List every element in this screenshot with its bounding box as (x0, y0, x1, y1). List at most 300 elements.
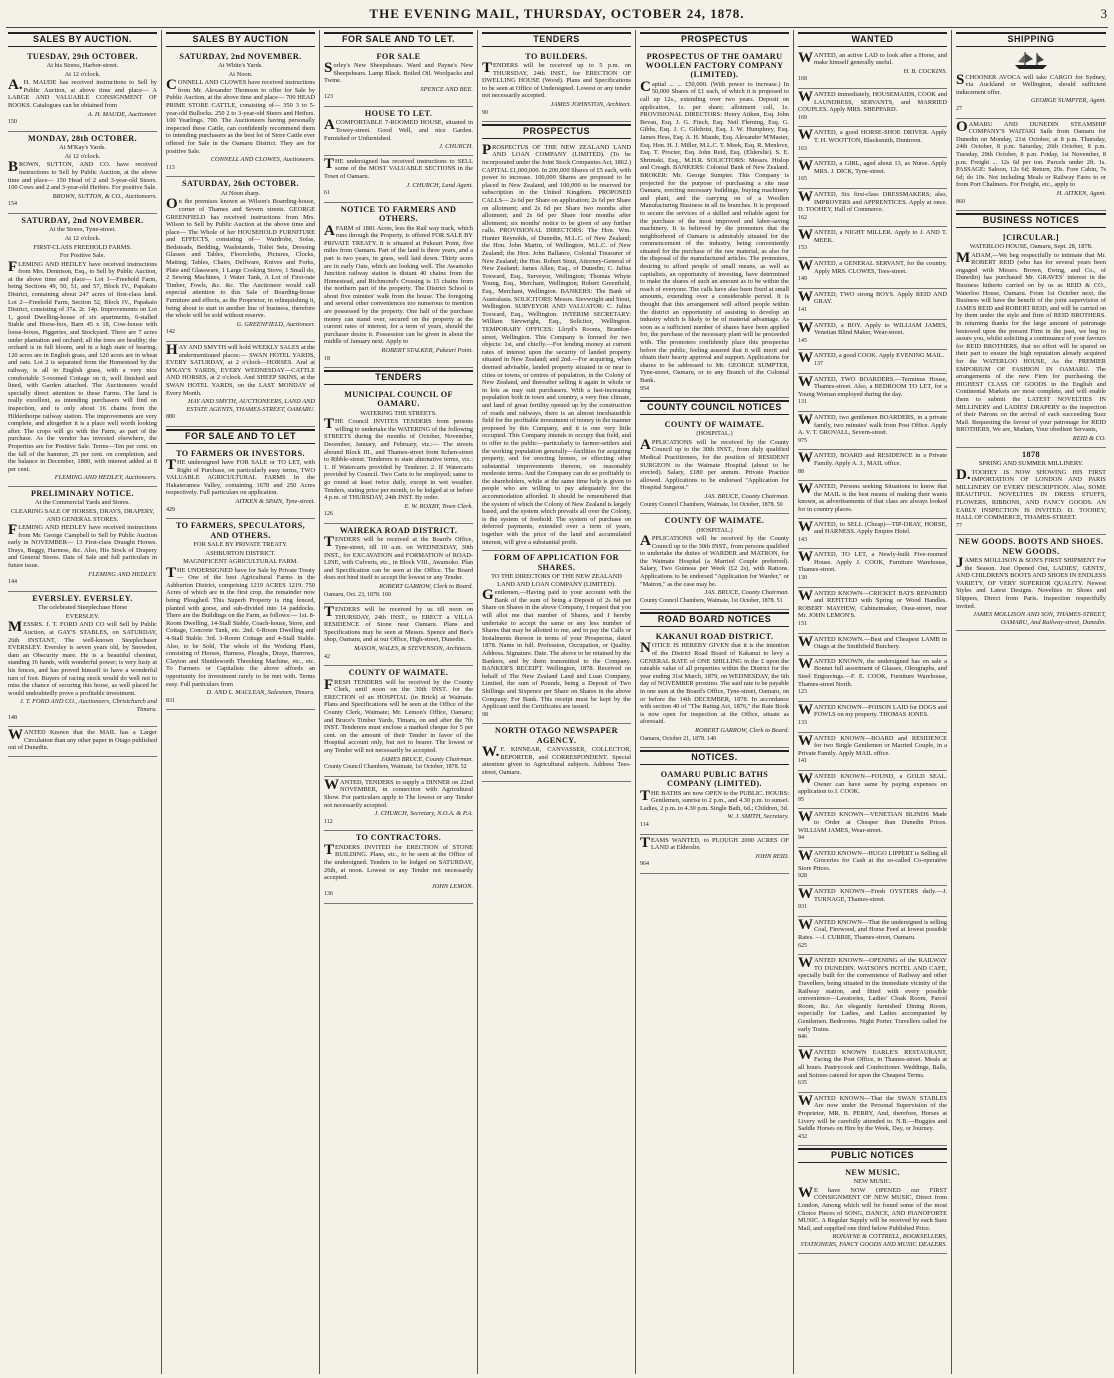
ad-body: APPLICATIONS will be received by the County Council up to the 30th INST., from duly qualified Medical Practitioners, for the position of RESIDENT SURGEON to the Waimate Hospital (about to be erected). Salary, £180 per annum. Private Practice allowed. Applications to be endorsed "Application for Hospital Surgeon." (640, 436, 789, 492)
sailing-ship-icon (1011, 50, 1051, 70)
advertisement (798, 350, 947, 373)
ad-heading-line: The celebrated Steeplechase Horse (37, 604, 128, 612)
column-6 (794, 30, 952, 1374)
column-3 (320, 30, 478, 1374)
ad-body: WANTED KNOWN—POISON LAID for DOGS and FOWLS on my property. THOMAS JONES. (798, 701, 947, 719)
column-7 (952, 30, 1110, 1374)
ad-heading-line: For Positive Sale. (59, 252, 106, 260)
ad-signature: SPENCE AND BEE. (420, 85, 473, 93)
ad-reference-number: 123 (798, 689, 807, 696)
ad-body: OAMARU AND DUNEDIN STEAMSHIP COMPANY'S WAITAKI Sails from Oamaru for Dunedin on Monday, 21st October, at 8 p.m. Thursday, 24th October, 8 p.m. Saturday, 26th October, 8 p.m. Tuesday, 29th October, 8 p.m. Friday, 1st November, 8 p.m. Freight ... 12s 6d per ton. Parcels under 2ft. 1s. PASSAGE: Saloon, 12s 6d; Return, 20s. Fore Cabin, 7s 6d; do 10s. Not including Meals or Railway Fares to or from Port Chalmers. For Freight, etc., apply to (956, 118, 1106, 189)
advertisement (798, 320, 947, 351)
ad-heading-line: At Noon. (228, 70, 253, 78)
ad-heading-line: EVERSLEY. (65, 612, 100, 620)
advertisement (798, 258, 947, 289)
ad-reference-number: 964 (640, 861, 649, 868)
ad-reference-number: County Council Chambers, Waimate, 1st October, 1878. 50 (640, 501, 783, 508)
advertisement (956, 448, 1106, 536)
ad-body: WANTED KNOWN—FOUND, a GOLD SEAL. Owner can have same by paying expenses on application to J. COOK. (798, 770, 947, 796)
advertisement (166, 50, 315, 178)
ad-reference-number: 112 (324, 818, 333, 825)
section-header: PROSPECTUS (482, 124, 631, 139)
ad-body: THE undersigned has received instructions to SELL some of the MOST VALUABLE SECTIONS in the Town of Oamaru. (324, 155, 473, 180)
ad-signature: AITKEN & SPAIN, Tyne-street. (235, 497, 315, 505)
ad-body: WANTED KNOWN—HUGO LIPPERT is Selling all Groceries for Cash at the so-called Co-operative Store Prices. (798, 847, 947, 872)
ad-signature: FLEMING AND HEDLEY, Auctioneers. (54, 474, 157, 482)
advertisement (798, 848, 947, 886)
ad-body: Capital ... ... £50,000. (With power to increase.) In 50,000 Shares of £1 each, of which it is proposed to call up 12s., extending over two years. Deposit on application, 1s. per share; allotment call, 1s. PROVISIONAL DIRECTORS: Henry Aitken, Esq. John Bevan, Esq. J. G. Finch, Esq. Neil Fleming, Esq. G. Gibbs, Esq. J. C. Gilchrist, Esq. J. W. Humphrey, Esq. James Hess, Esq. A. H. Maude, Esq. Alexander M'Master, Esq. Hon. H. J. Miller, M.L.C. T. Meek, Esq. R. Menlove, Esq. T. Procter, Esq. John Reid, Esq. (Elderslie). S. E. Shrimski, Esq., M.H.R. SOLICITORS: Messrs. Hislop and Creagh. BANKERS: Colonial Bank of New Zealand. BROKER: Mr. George Sumpter. This Company is projected for the purpose of purchasing a site near Oamaru, erecting necessary buildings, buying machinery and plant, and the carrying on of a Woollen Manufacturing Business in all its branches. It is proposed to secure the services of a skilled and reliable agent for the purchase of the most improved and labor-saving machinery. It is believed by the promoters that the neighborhood of Oamaru is admirably situated for the commencement of the industry, being conveniently situated for the purchase of the raw material, as also for the disposal of the manufactured articles. The promoters, desiring to afford people of small means, as well as capitalists, an opportunity of investing, have determined to make the shares of such an amount as to be within the reach of everyone. The calls have also been fixed at small amounts, extending over a considerable period. It is thought that this arrangement will afford people within the district an opportunity of assisting to develop an industry which is likely to be of material advantage. As soon as a sufficient number of shares have been applied for, the purchase of the necessary plant will be proceeded with. The promoters confidently place this prospectus before the public, feeling assured that it will merit and obtain their hearty approval and support. Applications for shares to be addressed to Mr. GEORGE SUMPTER, Tyne-street, Oamaru, or to any Branch of the Colonial Bank. (640, 78, 789, 384)
section-header: FOR SALE AND TO LET. (324, 32, 473, 47)
ad-reference-number: Oamaru, Oct. 23, 1878. 160 (324, 591, 391, 598)
ad-body: NOTICE IS HEREBY GIVEN that it is the intention of the District Road Board of Kakanui to levy a GENERAL RATE of ONE SHILLING in the £ upon the rateable value of all properties within the District for the year ending 31st March, 1879, on WEDNESDAY, the 6th day of NOVEMBER proximo. The said rate to be payable in one sum at the Board's Office, Tyne-street, Oamaru, on or before the 14th DECEMBER, 1878. In accordance with section 40 of "The Rating Act, 1876," the Rate Book is now open for inspection at the Office, situate as aforesaid. (640, 640, 789, 726)
ad-body: WANTED, a good COOK. Apply EVENING MAIL. (798, 350, 945, 367)
advertisement (798, 374, 947, 412)
ad-body: WANTED, TWO strong BOYS. Apply REID AND GRAY. (798, 288, 947, 306)
ad-signature: MASON, WALES, & STEVENSON, Architects. (354, 645, 473, 653)
ad-reference-number: 131 (798, 399, 807, 406)
ad-body: WE have NOW OPENED our FIRST CONSIGNMENT OF NEW MUSIC, Direct from London, Among which will be found some of the most Choice Pieces of SONG, DANCE, AND PIANOFORTE MUSIC. A Regular Supply will be received by each Suez Mail, and supplied one third below Published Price. (798, 1184, 947, 1232)
advertisement (640, 418, 789, 514)
ad-body: CONNELL AND CLOWES have received instructions from Mr. Alexander Thomson to offer for Sale by Public Auction, at the above time and place— 700 HEAD PRIME STORE CATTLE, consisting of— 350 3 to 5-year-old Bullocks. 250 2 to 3-year-old Steers and Heifers. 100 Yearlings. 700. The Auctioneers having personally inspected these Cattle, can confidently recommend them to intending purchasers as the best lot of Store Cattle ever offered for Sale in the Oamaru District. They are for positive Sale. (166, 77, 315, 155)
ad-body: TEAMS WANTED, to PLOUGH 2000 ACRES OF LAND at Elderslie. (640, 834, 789, 852)
ad-heading-line: NOTICE TO FARMERS AND OTHERS. (340, 204, 457, 224)
ad-heading-line: SATURDAY, 2nd NOVEMBER. (179, 51, 302, 61)
advertisement (798, 481, 947, 518)
ad-body: WANTED, a GIRL, aged about 13, as Nurse. Apply MRS. J. DICK, Tyne-street. (798, 158, 947, 175)
ad-reference-number: 98 (482, 711, 488, 718)
column-5 (636, 30, 794, 1374)
advertisement (798, 656, 947, 702)
ad-heading-line: WATERING THE STREETS. (360, 409, 437, 417)
ad-reference-number: 162 (798, 214, 807, 221)
ad-heading-line: EVERSLEY. EVERSLEY. (32, 593, 133, 603)
advertisement (798, 733, 947, 771)
ad-reference-number: 153 (798, 245, 807, 252)
advertisement (640, 50, 789, 399)
ad-signature: W. J. SMITH, Secretary. (727, 813, 789, 821)
ad-heading-line: SPRING AND SUMMER MILLINERY. (978, 459, 1084, 467)
ad-body: WANTED KNOWN.—Best and Cheapest LAMB in Otago at the Smithfield Butchery. (798, 633, 947, 651)
ad-reference-number: 144 (8, 579, 17, 586)
advertisement (640, 768, 789, 835)
ad-body: WANTED, an active LAD to look after a Horse, and make himself generally useful. (798, 49, 947, 67)
ad-reference-number: 90 (482, 109, 488, 116)
newspaper-columns (4, 30, 1110, 1374)
advertisement (956, 535, 1106, 631)
ad-signature: H. B. COCKINS. (903, 67, 947, 75)
ad-body: WANTED, a good HORSE-SHOE DRIVER. Apply T. H. WOOTTON, Blacksmith, Duntroon. (798, 127, 947, 144)
advertisement (798, 771, 947, 809)
ad-body: MESSRS. J. T. FORD AND CO will Sell by Public Auction, at GAY'S STABLES, on SATURDAY, 26th INSTANT, The well-known Steeplechaser EVERSLEY. Eversley is seven years old, by Snowden, dam an Obscurity mare. He is a beautiful chestnut, standing 16 hands, with wonderful power; is very lusty at his fences, and has proved himself to have a wonderful turn of foot. Buyers of racing stock would do well not to miss the chance of securing this horse, as well placed he would undoubtedly prove a profitable investment. (8, 619, 157, 697)
ad-signature: ROBERT GARROW, Clerk to Board. (695, 726, 789, 734)
section-header: SHIPPING (956, 32, 1106, 47)
ad-reference-number: 149 (798, 276, 807, 283)
ad-reference-number: 27 (956, 105, 962, 112)
advertisement (482, 724, 631, 781)
ad-signature: ROBERT GARROW, Clerk to Board. (379, 582, 473, 590)
ad-body: BROWN, SUTTON, AND CO. have received instructions to Sell by Public Auction, at the above time and place— 150 Head of 2 and 3-year-old Steers. 100 Cows and 2 and 3-year-old Heifers. For positive Sale. (8, 159, 157, 192)
advertisement (166, 519, 315, 710)
ad-signature: JAMES MOLLISON AND SON, THAMES-STREET, OAMARU, And Railway-street, Dunedin. (973, 611, 1106, 626)
ad-reference-number: 429 (166, 506, 175, 513)
ad-body: WANTED, TENDERS to supply a DINNER on 22nd NOVEMBER, in connection with Agricultural Show. For particulars apply to The lowest or any Tender not necessarily accepted. (324, 776, 473, 809)
ad-signature: J. T. FORD AND CO., Auctioneers, Christchurch and Timaru. (19, 698, 157, 713)
ad-body: AFARM of 1881 Acres, less the Rail way track, which runs through the Property, is offered FOR SALE BY PRIVATE TREATY. It is situated at Pukeuri Point, five miles from Oamaru. Part of the land is three years, and a part is two years, in grass, well laid down. Thirty acres are in early Oats, which are looking well. The Awamoko Junction railway station is distant 40 chains from the Homestead, and Richmond's Crossing is 15 chains from the northern part of the property. The District School is about five minutes' walk from the house. The foregoing and several other conveniences too numerous to mention are possessed by the property. One half of the purchase money can stand over, secured on the property at the current rates of interest, for a term of years, should the purchaser desire it. Possession can be given in about the middle of January next. Apply to (324, 222, 473, 346)
ad-reference-number: 432 (798, 1133, 807, 1140)
ad-heading-line: ASHBURTON DISTRICT. (205, 549, 276, 557)
advertisement (324, 107, 473, 156)
advertisement (798, 227, 947, 258)
ad-reference-number: 88 (798, 468, 804, 475)
ad-body: FLEMING AND HEDLEY have received instructions from Mrs. Dennison, Esq., to Sell by Public Auction, at the above time and place— Lot 1—Freehold Farm, being Sections 49, 50, 51, and 57, Block IV., Papakaio District, containing about 247 acres of first-class land. Lot 2—Freehold Farm, Section 52, Block IV., Papakaio District, consisting of 37a. 2r. 14p. Improvements on Lot 1, good Dwelling-house of six apartments, 6-stalled Stable and Horse-box, Barn 45 x 18, Cow-house with loose-boxes, Piggeries, and Stockyard. There are 7 acres under plantation and orchard; all the trees are healthy; the orchard is in full bloom, and in a high state of bearing. 120 acres are in English grass, and 120 acres are in wheat and oats. Lot 2 is separated from the Homestead by the railway, is all in English grass, with a very nice comfortable 3-roomed Cottage on it, well finished and lined, with Garden attached. The Auctioneers would specially direct attention to these Farms. The land is really excellent, as intending purchasers will find on inspection, and is only about 16 chains from the Hilderthorpe railway station. The improvements are very complete, and altogether it is a place well worth looking after. The crops will go with the Farm, as part of the purchase. As the vendor has invested elsewhere, the Properties are for Positive Sale. Terms—Ten per cent. on the fall of the hammer, 25 per cent. on completion, and the balance in December, 1880, with interest added at 8 per cent. (8, 258, 157, 473)
ad-body: Gentlemen,—Having paid to your account with the Bank of the sum of being a Deposit of 2s 6d per Share on Shares in the above Company, I request that you will allot me that number of Shares, and I hereby undertake to accept the same or any less number of Shares that may be allotted to me, and to pay the Calls or Instalments thereon in terms of your Prospectus, dated 1878. Name in full. Profession, Occupation, or Quality. Address. Signature. Date. The above to be retained by the Bankers, and by them transmitted to the Company. BANKER'S RECEIPT. Wellington, 1878. Received on behalf of The New Zealand Land and Loan Company, Limited, the sum of Pounds, being a Deposit of Two Shillings and Sixpence per Share on Shares in the above Company. For Bank. This receipt must be kept by the Applicant until the Certificates are issued. (482, 587, 631, 711)
ad-body: WANTED, a GENERAL SERVANT, for the country. Apply MRS. CLOWES, Tees-street. (798, 258, 947, 275)
advertisement (798, 127, 947, 158)
ad-heading-line: TO FARMERS OR INVESTORS. (176, 448, 305, 458)
ad-heading-line: FIRST-CLASS FREEHOLD FARMS. (33, 243, 132, 251)
ad-body: WANTED, Six first-class DRESSMAKERS; also, IMPROVERS and APPRENTICES. Apply at once. D. TOOHEY, Hall of Commerce. (798, 188, 947, 214)
advertisement (8, 132, 157, 214)
advertisement (798, 450, 947, 481)
ad-heading-line: At M'Kay's Yards. (59, 144, 106, 152)
ad-signature: H. AITKEN, Agent. (1056, 189, 1106, 197)
ad-reference-number: 860 (956, 198, 965, 205)
ad-reference-number: 635 (798, 1080, 807, 1087)
ad-body: WANTED KNOWN, the undersigned has on sale a Bonnet full assortment of Glasses, Oleographs, and Steel Engravings.—F. E. COOK, Furniture Warehouse, Thames-street North. (798, 655, 947, 688)
ad-body: MADAM,—We beg respectfully to intimate that Mr. ROBERT REID (who has for several years been engaged with Messrs. Brown, Ewing, and Co., of Dunedin) has purchased Mr. GRAVES' interest in the Business hitherto carried on by us as REID & CO., Waterloo House, Oamaru. From 1st October next, the Business will have the benefit of the joint supervision of JAMES REID and ROBERT REID, and will be carried on by them under the style and firm of REID BROTHERS. In returning thanks for the large amount of patronage bestowed upon the present Firm in the past, we beg to assure you, whilst soliciting a continuance of your favours for REID BROTHERS, that no effort will be spared on their part to ensure the high reputation already acquired for the WATERLOO HOUSE, As the PREMIER EMPORIUM OF FASHION IN OAMARU. The arrangements of the new Firm for purchasing the HIGHEST CLASS OF GOODS in the English and Continental Markets are most complete, and will enable them to submit the LATEST NOVELTIES IN MILLINERY and LADIES' DRAPERY to the inspection of their Patrons on the arrival of each succeeding Suez Mail. Requesting the favour of your patronage for REID BROTHERS, We are, Madam, Your obedient Servants, (956, 249, 1106, 434)
ad-body: FRESH TENDERS will be received by the County Clerk, until noon on the 30th INST. for the ERECTION of an HOSPITAL (in Brick) at Waimate. Plans and Specifications will be seen at the Office of the County Clerk, Waimate; Mr. Lemon's Office, Oamaru; and Bruce's Timber Yards, Timaru, on and after the 7th INST. Tenderers must enclose a marked cheque for 5 per cent. on the amount of their Tender in favor of the Hospital account only, but not to bearer. The lowest or any Tender will not necessarily be accepted. (324, 676, 473, 754)
advertisement (798, 158, 947, 189)
ad-body: FLEMING AND HEDLEY have received instructions from Mr. George Campbell to Sell by Public Auction early in NOVEMBER— 13 First-class Draught Horses. Drays, Buggy, Harness, &c. Also, His Stock of Drapery and General Stores. Date of Sale and full particulars in future issue. (8, 522, 157, 570)
section-header: FOR SALE AND TO LET (166, 429, 315, 444)
advertisement (324, 604, 473, 666)
ad-heading-line: [CIRCULAR.] (1002, 232, 1060, 242)
advertisement (798, 289, 947, 320)
ad-signature: JOHN LEMON. (431, 882, 473, 890)
ad-reference-number: 931 (798, 904, 807, 911)
ad-reference-number: 151 (798, 621, 807, 628)
section-header: SALES BY AUCTION. (8, 32, 157, 47)
advertisement (324, 831, 473, 904)
ad-body: TENDERS INVITED for ERECTION of STONE BUILDING. Plans, etc., to be seen at the Office of the undersigned. Tenders to be lodged on SATURDAY, 26th, at noon. Lowest or any Tender not necessarily accepted. (324, 841, 473, 882)
ad-body: JAMES MOLLISON & SON'S FIRST SHIPMENT For the Season. Just Opened Out, LADIES', GENTS', AND CHILDREN'S BOOTS AND SHOES IN ENDLESS VARIETY, OF VERY SUPERIOR QUALITY. Newest Styles and Latest Designs. Novelties in Shoes and Slippers, Direct from Paris. Inspection respectfully invited. (956, 555, 1106, 610)
advertisement (956, 231, 1106, 448)
ad-body: WANTED KNOWN—VENETIAN BLINDS Made to Order at Cheaper than Dunedin Prices. WILLIAM JAMES, Wear-street. (798, 809, 947, 834)
ad-signature: RONAYNE & COTTRELL, BOOKSELLERS, STATIONERS, FANCY GOODS AND MUSIC DEALERS. (800, 1233, 947, 1249)
advertisement (324, 388, 473, 524)
advertisement (482, 142, 631, 551)
ad-heading-line: At 12 o'clock. (64, 234, 101, 242)
ad-reference-number: Oamaru, October 21, 1878. 140 (640, 735, 717, 742)
section-header: NOTICES. (640, 750, 789, 765)
ad-heading-line: MUNICIPAL COUNCIL OF OAMARU. (344, 389, 453, 409)
advertisement (956, 72, 1106, 119)
column-1 (4, 30, 162, 1374)
ad-signature: REID & CO. (1072, 434, 1106, 442)
ad-heading-line: COUNTY OF WAIMATE. (348, 668, 449, 678)
ad-heading-line: CLEARING SALE OF HORSES, DRAYS, DRAPERY, AND GENERAL STORES. (10, 507, 155, 523)
section-header: SALES BY AUCTION (166, 32, 315, 47)
ad-heading-line: (HOSPITAL.) (696, 430, 733, 438)
ad-body: THE BATHS are now OPEN to the PUBLIC. HOURS: Gentlemen, sunrise to 2 p.m., and 4.30 p.m. to sunset. Ladies, 2 p.m. to 4.30 p.m. Single Bath, 6d.; Children, 3d. (640, 787, 789, 812)
ad-signature: CONNELL AND CLOWES, Auctioneers. (210, 156, 315, 164)
ad-body: WANTED immediately, HOUSEMAIDS, COOK and LAUNDRESS, SERVANTS, and MARRIED COUPLES. Apply MRS. SHEPPARD. (798, 88, 947, 114)
ad-reference-number: 77 (956, 522, 962, 529)
ad-heading-line: COUNTY OF WAIMATE. (664, 419, 765, 429)
advertisement (8, 214, 157, 487)
ad-heading-line: KAKANUI ROAD DISTRICT. (655, 632, 774, 642)
ad-reference-number: 145 (798, 337, 807, 344)
ad-body: SCHOONER AVOCA will take CARGO for Sydney, via Auckland or Wellington, should sufficient inducement offer. (956, 71, 1106, 96)
ad-reference-number: 150 (8, 119, 17, 126)
ad-heading-line: TUESDAY, 29th OCTOBER. (27, 51, 138, 61)
advertisement (324, 777, 473, 832)
ad-body: THE UNDERSIGNED have for Sale by Private Treaty— One of the best Agricultural Farms in the Ashburton District, comprising 1219 ACRES 1219. 750 Acres of which are in the first crop, the remainder now being Ploughed. This Superb Property is ring fenced, planted with gorse, and sub-divided into 14 paddocks. There are the Buildings on the Farm, as follows:— 1st. 8-Room Dwelling, 14-Stall Stable, Coach-house, Store, and Cottage, Concrete Tank, etc. 2nd. 6-Room Dwelling and 4-Stall Stable. 3rd. 3-Room Cottage and 4-Stall Stable. Also, to be Sold, The whole of the Working Plant, consisting of Horses, Harness, Ploughs, Drays, Harrows, Clayton and Shuttleworth Threshing Machine, etc., etc. To Farmers or Capitalists the above affords an opportunity for investment rarely to be met with. Terms easy. Full particulars from (166, 564, 315, 688)
advertisement (798, 412, 947, 450)
ad-signature: JAMES BRUCE, County Chairman. (380, 755, 473, 763)
ad-body: THE Council INVITES TENDERS from persons willing to undertake the WATERING of the following STREETS during the months of October, November, December, January, and February, viz.:— The streets abound Block III., and Thames-street from Itchen-street to Ribble-street. Tenderers to state alternative terms, viz.: 1. If Watercarts provided by Tenderer. 2. If Watercarts provided by Council. Two Carts to be employed; same to go round at least twice daily, except in wet weather. Tenders, stating price per month, to be lodged at or before 4 p.m. of THURSDAY, 24th INST. By order. (324, 416, 473, 502)
advertisement (798, 1166, 947, 1254)
ad-heading-line: MAGNIFICENT AGRICULTURAL FARM. (183, 558, 298, 566)
ad-signature: J. CHURCH, Secretary, N.O.A. & P.A. (374, 810, 473, 818)
advertisement (798, 1047, 947, 1093)
section-header: WANTED (798, 32, 947, 47)
ad-body: ACOMFORTABLE 7-ROOMED HOUSE, situated in Towey-street. Good Well, and nice Garden. Furnished or Unfurnished. (324, 117, 473, 142)
advertisement (8, 727, 157, 757)
ad-heading-line: TO FARMERS, SPECULATORS, AND OTHERS. (175, 521, 306, 540)
section-header: PROSPECTUS (640, 32, 789, 47)
advertisement (166, 177, 315, 342)
ad-signature: JAS. BRUCE, County Chairman. (704, 492, 789, 500)
ad-signature: BROWN, SUTTON, & CO., Auctioneers. (52, 192, 157, 200)
advertisement (798, 189, 947, 227)
ad-reference-number: 137 (814, 361, 823, 367)
advertisement (166, 342, 315, 427)
ad-signature: J. CHURCH. (439, 143, 473, 151)
ad-reference-number: 94 (798, 835, 804, 842)
ad-body: D.TOOHEY IS NOW SHOWING HIS FIRST IMPORTATION OF LONDON AND PARIS MILLINERY OF EVERY DESCRIPTION. Also, SOME BEAUTIFUL NOVELTIES IN DRESS STUFFS, FLOWERS, RIBBONS, AND FANCY GOODS. AN EARLY INSPECTION IS INVITED. D. TOOHEY, HALL OF COMMERCE, THAMES-STREET. (956, 466, 1106, 522)
ad-signature: GEORGE SUMPTER, Agent. (1030, 97, 1106, 105)
ad-reference-number: 123 (324, 94, 333, 101)
ad-heading-line: At Noon sharp. (220, 189, 261, 197)
section-header: BUSINESS NOTICES (956, 213, 1106, 228)
ad-reference-number: 61 (324, 190, 330, 197)
ad-heading-line: NORTH OTAGO NEWSPAPER AGENCY. (495, 726, 618, 745)
ad-body: WANTED KNOWN EARLE'S RESTAURANT, Facing the Post Office, in Thames-street. Meals at all hours. Pastrycook and Confectioner. Weddings, Balls, and Soirees catered for upon the Cheapest Terms. (798, 1046, 947, 1079)
advertisement (8, 592, 157, 727)
advertisement (640, 835, 789, 874)
ad-heading-line: TO CONTRACTORS. (355, 833, 442, 843)
section-header: PUBLIC NOTICES (798, 1148, 947, 1163)
top-rule (6, 27, 1108, 28)
advertisement (8, 487, 157, 592)
ad-heading-line: FOR SALE (376, 51, 421, 61)
newspaper-title: THE EVENING MAIL, THURSDAY, OCTOBER 24, 1878. (369, 6, 745, 21)
ad-heading-line: NEW MUSIC. (845, 1167, 900, 1177)
ad-body: TENDERS will be received by us till noon on THURSDAY, 24th INST., to ERECT a VILLA RESIDENCE of Stone near Oamaru. Plans and Specifications may be seen at Messrs. Spence and Bee's shop, Oamaru, and at our Office, High-street, Dunedin. (324, 604, 473, 644)
ad-reference-number: 142 (166, 329, 175, 336)
ad-body: TENDERS will be received up to 5 p.m. on THURSDAY, 24th INST., for ERECTION OF DWELLING HOUSE (Wood). Plans and Specifications to be seen at Office of Undersigned. Lowest or any tender not necessarily accepted. (482, 60, 631, 100)
ad-reference-number: 143 (798, 536, 807, 543)
advertisement (798, 549, 947, 587)
advertisement (482, 50, 631, 123)
ad-reference-number: 928 (798, 873, 807, 880)
ad-body: WANTED, Persons seeking Situations to know that the MAIL is the best means of making their wants known, as advertisements of that class are always looked for in country places. (798, 481, 947, 513)
ad-heading-line: NEW GOODS. BOOTS AND SHOES. NEW GOODS. (958, 537, 1104, 556)
ad-signature: G. GREENFIELD, Auctioneer. (236, 320, 315, 328)
ad-body: WANTED, to SELL (Cheap)—TIP-DRAY, HORSE, and HARNESS. Apply Empire Hotel. (798, 518, 947, 536)
advertisement (166, 447, 315, 520)
advertisement (798, 89, 947, 127)
advertisement (324, 156, 473, 203)
ad-heading-line: 1878 (1022, 449, 1040, 459)
advertisement (324, 666, 473, 777)
ad-signature: A. H. MAUDE, Auctioneer. (87, 110, 157, 118)
ad-body: HAY AND SMYTH will hold WEEKLY SALES at the undermentioned places:— SWAN HOTEL YARDS, EVERY SATURDAY, at 2 o'clock—HORSES. And at M'KAY'S YARDS, EVERY WEDNESDAY—CATTLE AND HORSES, at 2 o'clock. And SHEEP SKINS, at the SWAN HOTEL YARDS, on the LAST MONDAY of Every Month. (166, 342, 315, 397)
ad-reference-number: 846 (798, 1034, 807, 1041)
ad-heading-line: HOUSE TO LET. (364, 108, 433, 118)
ad-body: WANTED KNOWN—That the undersigned is selling Coal, Firewood, and Horse Feed at lowest possible Rates. —J. CURRIE, Thames-street, Oamaru. (798, 916, 947, 942)
ad-body: WANTED, a NIGHT MILLER. Apply to J. AND T. MEEK. (798, 227, 947, 244)
ad-body: WANTED, BOARD and RESIDENCE in a Private Family. Apply A. J., MAIL office. (798, 450, 947, 467)
ad-reference-number: 831 (166, 697, 175, 704)
ad-heading-line: SATURDAY, 26th OCTOBER. (181, 179, 300, 189)
ad-heading-line: At the Commercial Yards and Stores. (35, 499, 130, 507)
ad-heading-line: NEW MUSIC. (853, 1178, 892, 1186)
ad-reference-number: 169 (798, 114, 807, 121)
ad-heading-line: FORM OF APPLICATION FOR SHARES. (494, 553, 619, 572)
ad-heading-line: SATURDAY, 2nd NOVEMBER. (21, 215, 144, 225)
ad-heading-line: WAIREKA ROAD DISTRICT. (339, 525, 458, 535)
advertisement (640, 630, 789, 748)
ad-body: WANTED KNOWN—Fresh OYSTERS daily.—J. TURNAGE, Thames-street. (798, 886, 947, 903)
advertisement (324, 203, 473, 369)
advertisement (798, 886, 947, 917)
ad-body: APPLICATIONS will be received by the County Council up to the 30th INST., from persons qualified to undertake the duties of WARDER and MATRON, for the Waimate Hospital (a Married Couple preferred). Salary, Two Guineas per Week (£2 2s), with Rations. Applications to be endorsed "Application for Warder," or "Matron," as the case may be. (640, 533, 789, 588)
ad-body: WANTED KNOWN—CRICKET BATS REPAIRED and REFITTED with Spring or Wood Handles. ROBERT MAYHEW, Cabinetmaker, Ouse-street, near Mr. JOHN LEMON'S. (798, 587, 947, 620)
ad-heading-line: FOR SALE BY PRIVATE TREATY. (193, 540, 288, 548)
ad-reference-number: 136 (324, 891, 333, 898)
ad-heading-line: TO THE DIRECTORS OF THE NEW ZEALAND LAND AND LOAN COMPANY (LIMITED). (491, 573, 622, 588)
ad-reference-number: 18 (324, 355, 330, 362)
advertisement (798, 519, 947, 550)
column-2 (162, 30, 320, 1374)
advertisement (482, 551, 631, 724)
ad-body: WANTED, TO LET, a Newly-built Five-roomed House. Apply J. COOK, Furniture Warehouse, Thames-street. (798, 549, 947, 574)
ad-signature: J. CHURCH, Land Agent. (406, 181, 473, 189)
ad-reference-number: 113 (166, 164, 175, 171)
ad-body: WANTED KNOWN—That the SWAN STABLES Are now under the Personal Supervision of the Proprietor, MR. B. PERRY, And, therefore, Horses at Livery will be carefully attended to. N.B.—Buggies and Saddle Horses on Hire by the Week, Day, or Journey. (798, 1092, 947, 1133)
ad-reference-number: 168 (798, 76, 807, 83)
ad-heading-line: PRELIMINARY NOTICE. (31, 488, 134, 498)
advertisement (8, 50, 157, 132)
ad-reference-number: 954 (640, 385, 649, 392)
section-header: COUNTY COUNCIL NOTICES (640, 400, 789, 415)
ad-reference-number: 126 (324, 511, 333, 518)
ad-body: WANTED, TWO BOARDERS.—Terminus House, Thames-street. Also, a BEDROOM TO LET, for a Young Woman employed during the day. (798, 373, 947, 398)
ad-reference-number: County Council Chambers, Waimate, 1st October, 1878. 51 (640, 597, 783, 604)
ad-heading-line: At his Stores, Harbor-street. (46, 62, 119, 69)
advertisement (798, 917, 947, 955)
ad-signature: HAY AND SMYTH, AUCTIONEERS, LAND AND ESTATE AGENTS, THAMES-STREET, OAMARU. (186, 398, 315, 413)
ad-body: WANTED KNOWN—BOARD and RESIDENCE for two Single Gentlemen or Married Couple, in a Private Family. Apply MAIL office. (798, 732, 947, 757)
ad-signature: ROBERT STALKER, Pukeuri Point. (381, 347, 473, 355)
advertisement (798, 50, 947, 89)
ad-signature: D. AND L. MACLEAN, Salesmen, Timaru. (206, 689, 315, 697)
ad-heading-line: OAMARU PUBLIC BATHS COMPANY (LIMITED). (660, 769, 769, 789)
ad-body: WANTED KNOWN—OPENING of the RAILWAY TO DUNEDIN. WATSON'S HOTEL AND CAFE, specially built for the convenience of Railway and other Travellers, being situated in the immediate vicinity of the Railway station, and fitted with every possible convenience—Lavatories, Ladies' Cloak Room, Parcel Room, &c. An elegantly furnished Dining Room, especially for Ladies, and Ladies accompanied by Gentlemen. Bedrooms. Night Porter. Travellers called for early Trains. (798, 955, 947, 1033)
ad-reference-number: 975 (798, 437, 807, 444)
ad-heading-line: At 12 o'clock. (64, 152, 101, 160)
ad-body: WANTED, a BOY. Apply to WILLIAM JAMES, Venetian Blind Maker, Wear-street. (798, 319, 947, 337)
ad-reference-number: 154 (8, 201, 17, 208)
ad-heading-line: TO BUILDERS. (525, 51, 588, 61)
column-4 (478, 30, 636, 1374)
ad-reference-number: 165 (798, 176, 807, 183)
ad-heading-line: At 12 o'clock. (64, 70, 101, 78)
ad-signature: FLEMING AND HEDLEY. (88, 570, 157, 578)
ad-heading-line: WATERLOO HOUSE, Oamaru, Sept. 28, 1878. (969, 243, 1093, 251)
ad-body: THE undersigned have FOR SALE or TO LET, with Right of Purchase, on particularly easy terms, TWO VALUABLE AGRICULTURAL FARMS In the Hakateramea Valley, containing 1678 and 250 Acres respectively. Full particulars on application. (166, 456, 315, 497)
ad-reference-number: 42 (324, 653, 330, 660)
ad-reference-number: 114 (640, 821, 649, 828)
ad-reference-number: 130 (798, 575, 807, 582)
advertisement (798, 634, 947, 656)
ad-signature: JOHN REID. (754, 852, 789, 860)
advertisement (640, 514, 789, 610)
ad-reference-number: 880 (166, 414, 175, 421)
ad-reference-number: 141 (798, 307, 807, 314)
section-header: TENDERS (482, 32, 631, 47)
advertisement (798, 809, 947, 847)
ad-body: A.H. MAUDE has received instructions to Sell by Public Auction, at above time and place— A LARGE AND VALUABLE CONSIGNMENT OF BOOKS. Catalogues can be obtained from (8, 77, 157, 109)
ad-reference-number: 625 (798, 942, 807, 949)
advertisement (798, 588, 947, 634)
ad-signature: JAS. BRUCE, County Chairman. (704, 589, 789, 597)
advertisement (798, 702, 947, 733)
ad-reference-number: 141 (798, 758, 807, 765)
ad-reference-number: 95 (798, 796, 804, 803)
section-header: ROAD BOARD NOTICES (640, 612, 789, 627)
ad-signature: JAMES JOHNSTON, Architect. (550, 100, 631, 108)
ad-reference-number: County Council Chambers, Waimate, 1st October, 1878. 52 (324, 764, 467, 771)
ad-body: Sorley's New Sheepshears. Ward and Payne's New Sheepshears. Lamp Black. Boiled Oil. Woolpacks and Twine. (324, 60, 473, 85)
ad-heading-line: At the Stores, Tyne-street. (49, 226, 116, 234)
ad-heading-line: (HOSPITAL.) (696, 526, 733, 534)
ad-body: TENDERS will be received at the Board's Office, Tyne-street, till 10 a.m. on WEDNESDAY, 30th INST., for EXCAVATION and FORMATION of ROAD-LINE, with Culverts, etc., in Block VIII., Awamoko. Plan and Specification can be seen at the Office. The Board does not bind itself to accept the lowest or any Tender. (324, 534, 473, 582)
advertisement (324, 50, 473, 107)
advertisement (798, 1093, 947, 1147)
ad-body: PROSPECTUS OF THE NEW ZEALAND LAND AND LOAN COMPANY (LIMITED). (To be incorporated under the Joint Stock Companies Act, 1862.) CAPITAL £1,000,000. In 200,000 Shares of £5 each, with power to increase. 100,000 Shares are proposed to be placed in New Zealand, and 100,000 to be reserved for subscription in the United Kingdom. PROPOSED CALLS— 2s 6d per Share on application; 2s 6d per Share on allotment; and 2s 6d per Share two months after allotment; and 2s 6d per Share four months after allotment; six months' notice to be given of any further calls. PROVISIONAL DIRECTORS: The Hon. Wm. Hunter Reynolds, of Dunedin, M.L.C. of New Zealand; the Hon. John Martin, of Wellington, M.L.C. of New Zealand; the Hon. John Ballance, Colonial Treasurer of New Zealand; the Hon. Robert Stout, Attorney-General of New Zealand; James Allen, Esq., of Dunedin; C. Julius Toxward, Esq., Surveyor, Wellington; Thomas Whyte Young, Esq., Merchant, Wellington; Robert Greenfield, Esq., Merchant, Wellington. BANKERS: The Bank of Australasia. SOLICITORS: Messrs. Sievwright and Stout, Wellington. SURVEYOR AND VALUATOR: C. Julius Toxward, Esq., Wellington. INTERIM SECRETARY: William Sievwright, Esq., Solicitor, Wellington. TEMPORARY OFFICES: Lloyd's Rooms, Brandon-street, Wellington. This Company is formed for two objects: 1st, and chiefly.—For lending money at current rates of interest upon the security of landed property situated in New Zealand; and 2nd.—For acquiring, when deemed advisable, landed property situated in or near to cities or towns, or centres of population, in the Colony of New Zealand, and thereafter selling it again in whole or in lots as may suit purchasers. With a fast-increasing population both in town and country, a very fine climate, and land of great fertility opened up by the construction of roads and railways, there is an almost inexhaustible field for the profitable investment of money in the manner proposed by this Company, and it is one very little occupied. This Company intends to occupy that field, and to offer to the public—particularly to farmer-settlers and the working population generally—facilities for acquiring property, and for erecting homes, or effecting other substantial improvements thereon, on reasonably moderate terms. And the Company can do so profitably to the shareholders, while at the same time help is given to people who are willing to pay adequately for the accommodation afforded. It should be remembered that the system of which the Colony of New Zealand is largely based, and the system which prevails all over the Colony, is the system of freehold. The system of purchase on deferred payments, extended over a term of years, together with the price of the land and accumulated interest, will give a substantial profit. (482, 141, 631, 546)
section-header: TENDERS (324, 370, 473, 385)
ad-reference-number: 148 (8, 714, 17, 721)
ad-body: On the premises known as Wilson's Boarding-house, corner of Thames and Severn streets. GEORGE GREENFIELD has received instructions from Mrs. Wilson to Sell by Public Auction at the above time and place— The Whole of her HOUSEHOLD FURNITURE and EFFECTS, consisting of— Wardrobe, Sofas, Bedsteads, Bedding, Washstands, Toilet Sets, Dressing Glasses and Tables, Floorcloths, Pictures, Clocks, Matting, Tables, Chairs, Delfware, Knives and Forks, Plate and Glassware, 1 Large Cooking Stove, 1 Small do, 2 Sewing Machines, 1 Water Tank, A Lot of First-rate Timber, Fowls, &c. &c. The Auctioneer would call especial attention to this Sale of Boarding-house Furniture and effects, as the Proprietor, in relinquishing it, being about to start in another line of business, therefore the whole will be sold without reserve. (166, 196, 315, 320)
ad-heading-line: PROSPECTUS OF THE OAMARU WOOLLEN FACTORY COMPANY (LIMITED). (645, 51, 784, 80)
advertisement (324, 524, 473, 604)
advertisement (798, 955, 947, 1047)
ad-body: W.F. KINNEAR, CANVASSER, COLLECTOR, REPORTER, and CORRESPONDENT. Special attention given to Agricultural subjects. Address Tees-street, Oamaru. (482, 744, 631, 776)
ad-reference-number: 133 (798, 719, 807, 726)
advertisement (956, 119, 1106, 212)
masthead (0, 0, 1114, 28)
ad-reference-number: 163 (798, 145, 807, 152)
ad-heading-line: At White's Yards. (218, 62, 263, 69)
ad-signature: E. W. ROXBY, Town Clerk. (404, 502, 473, 510)
ad-heading-line: COUNTY OF WAIMATE. (664, 516, 765, 526)
page-number: 3 (1100, 6, 1108, 21)
ad-body: WANTED Known that the MAIL has a Larger Circulation than any other paper in Otago published out of Dunedin. (8, 727, 157, 752)
ad-body: WANTED, two gentlemen BOARDERS, in a private family, two minutes' walk from Post Office. Apply A. V. T. GROVALL, Severn-street. (798, 411, 947, 437)
